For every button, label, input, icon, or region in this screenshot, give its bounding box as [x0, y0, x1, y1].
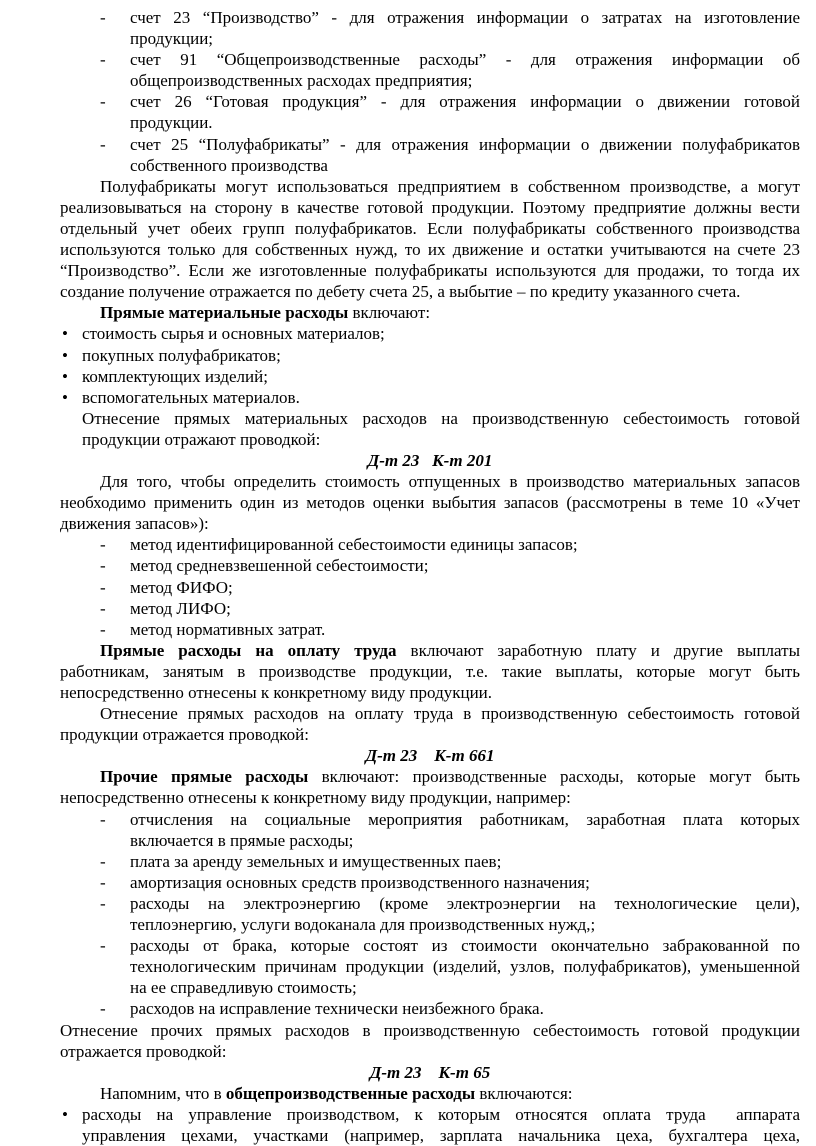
- text-run: амортизация основных средств производственного назначения;: [130, 872, 590, 892]
- dash-list-item: [100, 809, 800, 851]
- text-line: [130, 598, 800, 619]
- text-run: теплоэнергию, услуги водоканала для производственных нужд,;: [130, 915, 596, 935]
- text-line: [130, 577, 800, 598]
- text-run: общепроизводственных расходах предприятия;: [130, 71, 473, 91]
- paragraph: [60, 703, 800, 745]
- text-line: [82, 1125, 800, 1146]
- text-run: создание получение отражается по дебету счета 25, а выбытие – по кредиту указанного счета.: [60, 282, 741, 302]
- text-line: [130, 134, 800, 155]
- text-run: продукции;: [130, 29, 214, 49]
- text-run: расходы от брака, которые состоят из стоимости окончательно забракованной по: [130, 936, 800, 956]
- dash-list-item: [100, 851, 800, 872]
- text-line: [60, 682, 800, 703]
- text-run: включается в прямые расходы;: [130, 830, 354, 850]
- bullet-icon: •: [62, 1104, 68, 1124]
- text-run: Отнесение прочих прямых расходов в производственную себестоимость готовой продукции: [60, 1020, 800, 1040]
- text-run: “Производство”. Если же изготовленные полуфабрикаты используются для продажи, то тогда их: [60, 261, 800, 281]
- text-line: [82, 429, 800, 450]
- text-run: на ее справедливую стоимость;: [130, 978, 357, 998]
- text-line: [130, 977, 800, 998]
- bold-term: общепроизводственные расходы: [225, 1083, 476, 1103]
- dash-marker: -: [100, 893, 106, 913]
- bullet-icon: •: [62, 387, 68, 407]
- dash-marker: -: [100, 598, 106, 618]
- journal-entry: [60, 1062, 800, 1083]
- text-run: расходы на управление производством, к которым относятся оплата труда аппарата: [82, 1104, 800, 1124]
- dash-list-item: [100, 619, 800, 640]
- dash-marker: -: [100, 872, 106, 892]
- text-run: счет 25 “Полуфабрикаты” - для отражения информации о движении полуфабрикатов: [130, 134, 800, 154]
- text-line: [60, 766, 800, 787]
- text-line: [130, 28, 800, 49]
- dash-marker: -: [100, 619, 106, 639]
- text-line: [60, 260, 800, 281]
- dash-marker: -: [100, 92, 106, 112]
- text-line: [82, 366, 800, 387]
- text-line: [60, 745, 800, 766]
- dash-marker: -: [100, 8, 106, 27]
- text-line: [130, 851, 800, 872]
- text-line: [60, 218, 800, 239]
- bullet-list-item: [62, 1104, 800, 1146]
- text-line: [130, 956, 800, 977]
- text-run: продукции отражают проводкой:: [82, 429, 321, 449]
- paragraph: [60, 471, 800, 534]
- bold-term: Прямые материальные расходы: [100, 303, 349, 323]
- text-run: отчисления на социальные мероприятия работникам, заработная плата которых: [130, 809, 800, 829]
- text-line: [130, 619, 800, 640]
- text-run: Полуфабрикаты могут использоваться предприятием в собственном производстве, а могут: [100, 176, 800, 196]
- text-line: [60, 724, 800, 745]
- text-line: [60, 1083, 800, 1104]
- dash-marker: -: [100, 535, 106, 555]
- text-line: [130, 893, 800, 914]
- text-run: включаются:: [475, 1083, 573, 1103]
- text-run: собственного производства: [130, 155, 328, 175]
- dash-marker: -: [100, 134, 106, 154]
- text-line: [130, 49, 800, 70]
- text-run: счет 23 “Производство” - для отражения информации о затратах на изготовление: [130, 8, 800, 27]
- text-run: метод идентифицированной себестоимости единицы запасов;: [130, 535, 578, 555]
- bullet-icon: •: [62, 366, 68, 386]
- text-line: [130, 555, 800, 576]
- paragraph: [82, 408, 800, 450]
- dash-marker: -: [100, 577, 106, 597]
- text-run: движения запасов»):: [60, 514, 209, 534]
- text-line: [130, 112, 800, 133]
- text-line: [130, 91, 800, 112]
- text-line: [130, 998, 800, 1019]
- bullet-icon: •: [62, 345, 68, 365]
- text-run: необходимо применить один из методов оценки выбытия запасов (рассмотрены в теме 10 «Учет: [60, 493, 800, 513]
- dash-list-item: [100, 893, 800, 935]
- text-run: технологическим причинам продукции (изделий, узлов, полуфабрикатов), уменьшенной: [130, 957, 800, 977]
- journal-entry: [60, 745, 800, 766]
- bold-term: Прочие прямые расходы: [100, 767, 309, 787]
- text-run: счет 91 “Общепроизводственные расходы” - для отражения информации об: [130, 50, 800, 70]
- text-line: [130, 809, 800, 830]
- dash-list-item: [100, 91, 800, 133]
- text-line: [82, 387, 800, 408]
- bullet-list-item: [62, 323, 800, 344]
- text-line: [60, 1062, 800, 1083]
- text-line: [130, 70, 800, 91]
- dash-list-item: [100, 134, 800, 176]
- dash-list-item: [100, 935, 800, 998]
- text-line: [60, 471, 800, 492]
- bold-term: Прямые расходы на оплату труда: [100, 640, 397, 660]
- paragraph: [60, 176, 800, 303]
- dash-list-item: [100, 49, 800, 91]
- paragraph: [60, 766, 800, 808]
- dash-marker: -: [100, 936, 106, 956]
- text-line: [130, 534, 800, 555]
- text-run: вспомогательных материалов.: [82, 387, 300, 407]
- text-run: метод нормативных затрат.: [130, 619, 326, 639]
- dash-marker: -: [100, 50, 106, 70]
- text-run: отдельный учет обеих групп полуфабрикатов. Если полуфабрикаты собственного производства: [60, 218, 800, 238]
- text-run: Напомним, что в: [100, 1083, 226, 1103]
- text-line: [60, 492, 800, 513]
- text-run: расходы на электроэнергию (кроме электроэнергии на технологические цели),: [130, 893, 800, 913]
- text-run: расходов на исправление технически неизбежного брака.: [130, 999, 544, 1019]
- text-line: [60, 661, 800, 682]
- dash-marker: -: [100, 851, 106, 871]
- text-line: [130, 155, 800, 176]
- text-run: метод ЛИФО;: [130, 598, 231, 618]
- text-run: Отнесение прямых расходов на оплату труда в производственную себестоимость готовой: [100, 704, 800, 724]
- text-run: работникам, занятым в производстве продукции, т.е. такие выплаты, которые могут быть: [60, 661, 800, 681]
- text-run: Для того, чтобы определить стоимость отпущенных в производство материальных запасов: [100, 472, 800, 492]
- text-line: [60, 281, 800, 302]
- text-run: комплектующих изделий;: [82, 366, 268, 386]
- dash-marker: -: [100, 556, 106, 576]
- dash-marker: -: [100, 809, 106, 829]
- text-run: включают заработную плату и другие выплаты: [396, 640, 800, 660]
- text-line: [82, 323, 800, 344]
- text-run: непосредственно отнесены к конкретному виду продукции, например:: [60, 788, 571, 808]
- text-run: Отнесение прямых материальных расходов на производственную себестоимость готовой: [82, 408, 800, 428]
- paragraph: [60, 640, 800, 703]
- text-line: [60, 703, 800, 724]
- entry-text: Д-т 23 К-т 661: [365, 746, 495, 766]
- text-run: включают: производственные расходы, которые могут быть: [308, 767, 800, 787]
- dash-list-item: [100, 872, 800, 893]
- text-line: [60, 1041, 800, 1062]
- bullet-list-item: [62, 345, 800, 366]
- text-run: метод средневзвешенной себестоимости;: [130, 556, 429, 576]
- text-run: метод ФИФО;: [130, 577, 233, 597]
- dash-list-item: [100, 598, 800, 619]
- text-run: реализовываться на сторону в качестве готовой продукции. Поэтому предприятие должны вести: [60, 197, 800, 217]
- dash-list-item: [100, 555, 800, 576]
- dash-list-item: [100, 7, 800, 49]
- document-page: [0, 7, 816, 1146]
- text-line: [82, 408, 800, 429]
- paragraph: [60, 1020, 800, 1062]
- text-run: плата за аренду земельных и имущественных паев;: [130, 851, 502, 871]
- bullet-icon: •: [62, 324, 68, 344]
- entry-text: Д-т 23 К-т 65: [369, 1062, 491, 1082]
- text-line: [60, 513, 800, 534]
- text-run: непосредственно отнесены к конкретному виду продукции.: [60, 683, 493, 702]
- dash-list-item: [100, 577, 800, 598]
- text-run: покупных полуфабрикатов;: [82, 345, 281, 365]
- text-line: [60, 176, 800, 197]
- text-line: [60, 197, 800, 218]
- text-line: [130, 872, 800, 893]
- text-run: продукции отражается проводкой:: [60, 725, 309, 745]
- journal-entry: [60, 450, 800, 471]
- text-line: [60, 239, 800, 260]
- text-line: [60, 1020, 800, 1041]
- dash-list-item: [100, 534, 800, 555]
- text-run: счет 26 “Готовая продукция” - для отражения информации о движении готовой: [130, 92, 800, 112]
- paragraph: [60, 1083, 800, 1104]
- text-line: [130, 914, 800, 935]
- paragraph: [60, 302, 800, 323]
- text-line: [130, 935, 800, 956]
- text-line: [130, 7, 800, 28]
- text-line: [82, 1104, 800, 1125]
- text-line: [60, 450, 800, 471]
- text-line: [60, 640, 800, 661]
- text-run: продукции.: [130, 113, 213, 133]
- bullet-list-item: [62, 387, 800, 408]
- text-line: [130, 830, 800, 851]
- dash-list-item: [100, 998, 800, 1019]
- text-run: используются только для собственных нужд, то их движение и остатки учитываются на счете 23: [60, 240, 800, 260]
- bullet-list-item: [62, 366, 800, 387]
- text-run: отражается проводкой:: [60, 1041, 227, 1061]
- text-run: включают:: [348, 303, 431, 323]
- text-run: стоимость сырья и основных материалов;: [82, 324, 385, 344]
- dash-marker: -: [100, 999, 106, 1019]
- text-line: [60, 787, 800, 808]
- text-line: [82, 345, 800, 366]
- text-run: управления цехами, участками (например, зарплата начальника цеха, бухгалтера цеха,: [82, 1125, 800, 1145]
- text-line: [60, 302, 800, 323]
- entry-text: Д-т 23 К-т 201: [367, 450, 493, 470]
